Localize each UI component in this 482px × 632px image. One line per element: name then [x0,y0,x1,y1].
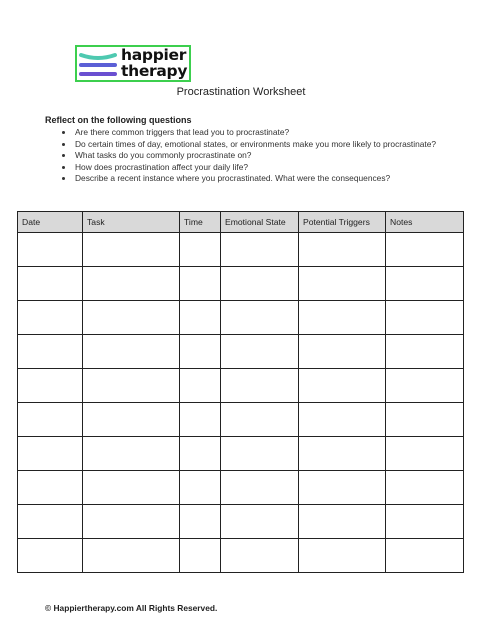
table-cell[interactable] [83,233,180,267]
table-cell[interactable] [386,539,464,573]
table-cell[interactable] [83,335,180,369]
table-cell[interactable] [180,233,221,267]
table-cell[interactable] [18,505,83,539]
table-cell[interactable] [299,335,386,369]
table-cell[interactable] [386,301,464,335]
table-cell[interactable] [221,369,299,403]
table-header-row [18,212,464,233]
table-cell[interactable] [180,471,221,505]
table-cell[interactable] [386,233,464,267]
table-cell[interactable] [299,369,386,403]
table-row [18,471,464,505]
table-cell[interactable] [18,471,83,505]
question-item: How does procrastination affect your daily life? [75,162,475,174]
table-cell[interactable] [180,267,221,301]
table-cell[interactable] [83,471,180,505]
table-cell[interactable] [221,471,299,505]
table-cell[interactable] [221,539,299,573]
table-body [18,233,464,573]
column-header-time: Time [180,212,221,233]
logo-stripes-icon [79,49,117,79]
column-header-task: Task [83,212,180,233]
table-row [18,403,464,437]
table-row [18,267,464,301]
table-cell[interactable] [386,369,464,403]
logo-wordmark [121,47,187,79]
copyright-footer: © Happiertherapy.com All Rights Reserved. [45,603,218,613]
column-header-notes: Notes [386,212,464,233]
table-cell[interactable] [221,505,299,539]
table-cell[interactable] [386,505,464,539]
table-row [18,335,464,369]
table-cell[interactable] [83,369,180,403]
table-cell[interactable] [221,335,299,369]
column-header-emotional-state: Emotional State [221,212,299,233]
table-cell[interactable] [180,335,221,369]
column-header-date: Date [18,212,83,233]
procrastination-table [17,211,464,573]
table-cell[interactable] [299,267,386,301]
table-cell[interactable] [18,233,83,267]
question-item: Describe a recent instance where you procrastinated. What were the consequences? [75,173,475,185]
table-cell[interactable] [18,267,83,301]
table-row [18,301,464,335]
question-list [45,127,475,185]
table-cell[interactable] [386,335,464,369]
table-cell[interactable] [18,301,83,335]
table-cell[interactable] [299,233,386,267]
table-cell[interactable] [180,369,221,403]
table-cell[interactable] [180,403,221,437]
logo [75,45,191,82]
table-cell[interactable] [221,403,299,437]
table-cell[interactable] [180,539,221,573]
table-cell[interactable] [180,505,221,539]
table-cell[interactable] [386,471,464,505]
column-header-potential-triggers: Potential Triggers [299,212,386,233]
table-cell[interactable] [386,267,464,301]
table-cell[interactable] [18,539,83,573]
table-cell[interactable] [18,335,83,369]
table-cell[interactable] [299,539,386,573]
table-cell[interactable] [83,403,180,437]
table-row [18,233,464,267]
table-cell[interactable] [83,301,180,335]
table-cell[interactable] [221,301,299,335]
table-row [18,437,464,471]
table-cell[interactable] [299,471,386,505]
table-cell[interactable] [83,539,180,573]
page-title: Procrastination Worksheet [176,86,306,98]
table-cell[interactable] [18,437,83,471]
table-cell[interactable] [221,437,299,471]
table-cell[interactable] [386,437,464,471]
table-cell[interactable] [83,267,180,301]
table-cell[interactable] [18,369,83,403]
table-row [18,369,464,403]
table-row [18,539,464,573]
table-cell[interactable] [221,267,299,301]
question-item: Are there common triggers that lead you to procrastinate? [75,127,475,139]
table-row [18,505,464,539]
table-cell[interactable] [221,233,299,267]
reflect-heading: Reflect on the following questions [45,115,192,125]
table-cell[interactable] [299,437,386,471]
table-cell[interactable] [180,437,221,471]
table-cell[interactable] [299,403,386,437]
table-cell[interactable] [180,301,221,335]
table-cell[interactable] [299,505,386,539]
table-cell[interactable] [386,403,464,437]
question-item: Do certain times of day, emotional states, or environments make you more likely to procrastinate? [75,139,475,151]
logo-line-2: therapy [121,62,188,80]
table-cell[interactable] [18,403,83,437]
table-cell[interactable] [83,505,180,539]
question-item: What tasks do you commonly procrastinate on? [75,150,475,162]
logo-line-1: happier [121,46,187,64]
table-cell[interactable] [299,301,386,335]
table-cell[interactable] [83,437,180,471]
